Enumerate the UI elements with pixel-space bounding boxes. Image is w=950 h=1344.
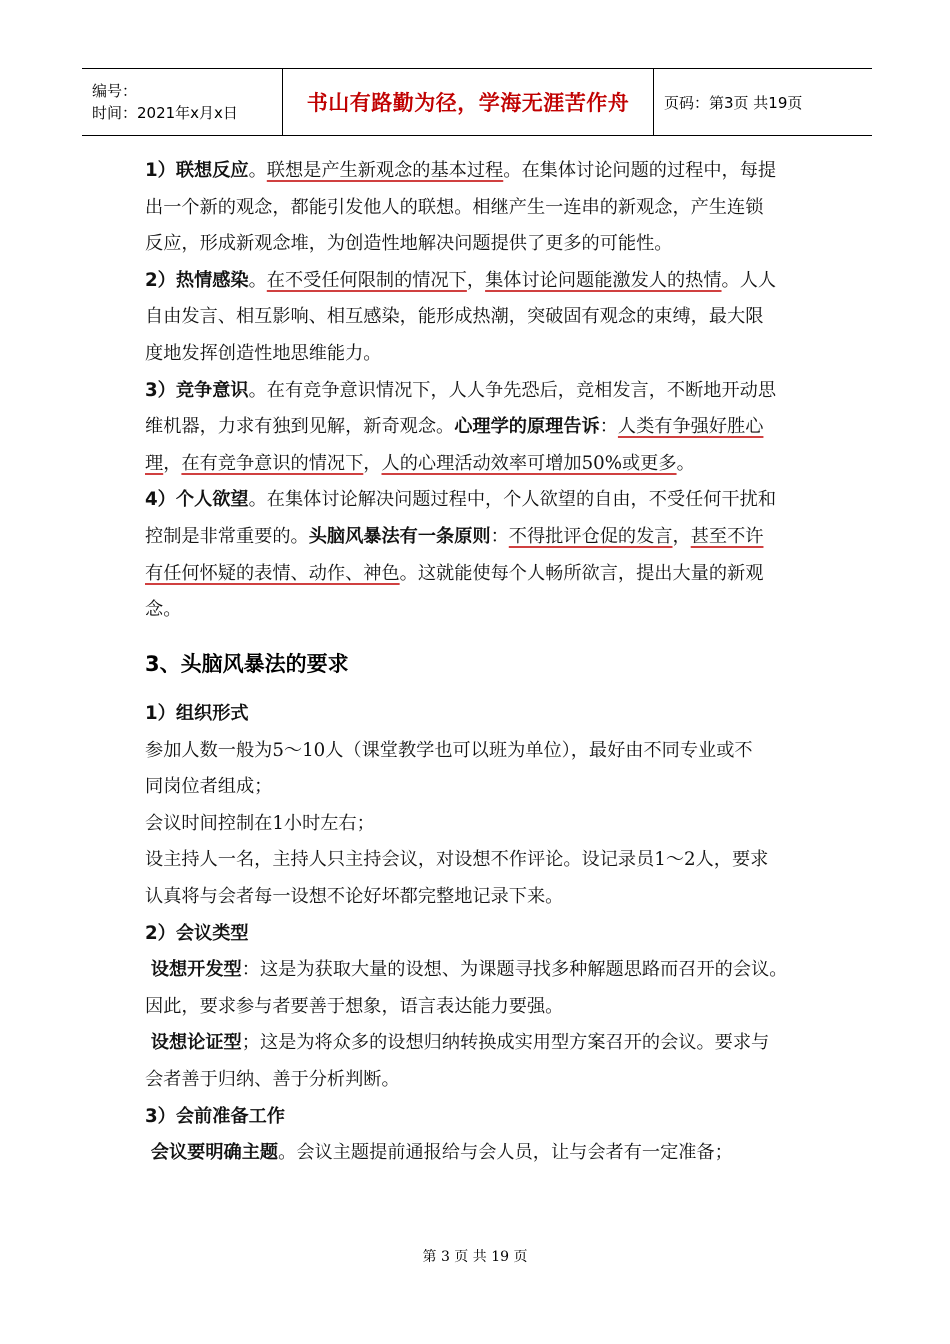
para3-underline-3: 人的心理活动效率可增加50%或更多 bbox=[381, 452, 677, 474]
header-motto: 书山有路勤为径，学海无涯苦作舟 bbox=[306, 91, 630, 115]
para3-line1 bbox=[145, 373, 810, 410]
header-meta-cell bbox=[82, 69, 283, 136]
para1-text: 。在集体讨论问题的过程中，每提 bbox=[503, 160, 777, 181]
para4-underline-2: 甚至不许 bbox=[690, 525, 764, 547]
para4-line3 bbox=[145, 556, 810, 593]
punct: ， bbox=[466, 269, 486, 291]
page-footer: 第 3 页 共 19 页 bbox=[422, 1249, 528, 1265]
punct: 。 bbox=[248, 160, 267, 181]
header-motto-cell bbox=[283, 69, 654, 136]
sub3-bold: 会议要明确主题 bbox=[150, 1142, 279, 1164]
para1-underline: 联想是产生新观念的基本过程 bbox=[266, 160, 504, 181]
punct: 。 bbox=[248, 269, 267, 291]
para3-text: 维机器，力求有独到见解，新奇观念。 bbox=[145, 416, 455, 438]
para4-text: 。在集体讨论解决问题过程中，个人欲望的自由，不受任何干扰和 bbox=[248, 489, 777, 511]
header-page-info: 页码：第3页 共19页 bbox=[664, 93, 803, 112]
document-date-label: 时间：2021年x月x日 bbox=[92, 104, 238, 122]
sub3-line1 bbox=[145, 1135, 810, 1172]
para3-text: 。在有竞争意识情况下，人人争先恐后，竞相发言，不断地开动思 bbox=[248, 379, 777, 401]
punct: 。 bbox=[676, 452, 695, 474]
para4-underline-2b: 有任何怀疑的表情、动作、神色 bbox=[145, 562, 400, 584]
para3-underline-1b: 理 bbox=[145, 452, 164, 474]
para3-underline-1: 人类有争强好胜心 bbox=[617, 416, 764, 438]
para2-underline-2: 集体讨论问题能激发人的热情 bbox=[485, 269, 722, 291]
para1-line3: 反应，形成新观念堆，为创造性地解决问题提供了更多的可能性。 bbox=[145, 233, 673, 255]
para4-bold: 头脑风暴法有一条原则 bbox=[308, 525, 491, 547]
section-3-title: 3、头脑风暴法的要求 bbox=[145, 652, 349, 676]
para4-heading: 4）个人欲望 bbox=[145, 489, 249, 511]
header-page-cell bbox=[654, 69, 873, 136]
punct: ， bbox=[363, 452, 382, 474]
punct: ： bbox=[490, 525, 509, 547]
sub2-a-text: ：这是为获取大量的设想、为课题寻找多种解题思路而召开的会议。 bbox=[241, 959, 788, 981]
para3-heading: 3）竞争意识 bbox=[145, 379, 249, 401]
para4-line2 bbox=[145, 519, 810, 556]
para2-heading: 2）热情感染 bbox=[145, 269, 249, 291]
punct: ： bbox=[599, 416, 618, 438]
header-table bbox=[82, 68, 872, 136]
sub2-title: 2）会议类型 bbox=[145, 922, 249, 944]
sub2-b-line1 bbox=[145, 1025, 810, 1062]
para4-text: 控制是非常重要的。 bbox=[145, 525, 309, 547]
sub2-a-line1 bbox=[145, 952, 810, 989]
para1-line1 bbox=[145, 153, 810, 190]
para4-line1 bbox=[145, 482, 810, 519]
document-number-label: 编号： bbox=[92, 82, 138, 100]
sub1-line4: 设主持人一名，主持人只主持会议，对设想不作评论。设记录员1～2人，要求 bbox=[145, 849, 769, 871]
sub2-a-line2: 因此，要求参与者要善于想象，语言表达能力要强。 bbox=[145, 995, 564, 1017]
punct: ， bbox=[672, 525, 691, 547]
para3-bold: 心理学的原理告诉 bbox=[454, 416, 600, 438]
para4-underline-1: 不得批评仓促的发言 bbox=[508, 525, 673, 547]
para3-line2 bbox=[145, 409, 810, 446]
sub3-title: 3）会前准备工作 bbox=[145, 1105, 285, 1127]
requirements-section bbox=[145, 696, 810, 1172]
para1-heading: 1）联想反应 bbox=[145, 160, 249, 181]
para2-text: 。人人 bbox=[721, 269, 777, 291]
sub2-a-bold: 设想开发型 bbox=[150, 959, 242, 981]
sub1-line3: 会议时间控制在1小时左右； bbox=[145, 812, 375, 834]
principles-section bbox=[145, 153, 810, 629]
para4-line4: 念。 bbox=[145, 599, 182, 621]
sub3-text: 。会议主题提前通报给与会人员，让与会者有一定准备； bbox=[278, 1142, 733, 1164]
sub1-line1: 参加人数一般为5～10人（课堂教学也可以班为单位），最好由不同专业或不 bbox=[145, 739, 753, 761]
sub1-line5: 认真将与会者每一设想不论好坏都完整地记录下来。 bbox=[145, 885, 564, 907]
sub2-b-bold: 设想论证型 bbox=[150, 1032, 242, 1054]
sub2-b-line2: 会者善于归纳、善于分析判断。 bbox=[145, 1068, 400, 1090]
punct: ， bbox=[163, 452, 182, 474]
para2-line2: 自由发言、相互影响、相互感染，能形成热潮，突破固有观念的束缚，最大限 bbox=[145, 306, 764, 328]
sub2-b-text: ；这是为将众多的设想归纳转换成实用型方案召开的会议。要求与 bbox=[241, 1032, 770, 1054]
para4-text: 。这就能使每个人畅所欲言，提出大量的新观 bbox=[399, 562, 764, 584]
para2-underline-1: 在不受任何限制的情况下 bbox=[266, 269, 467, 291]
sub1-title: 1）组织形式 bbox=[145, 703, 249, 724]
para1-line2: 出一个新的观念，都能引发他人的联想。相继产生一连串的新观念，产生连锁 bbox=[145, 196, 764, 218]
sub1-line2: 同岗位者组成； bbox=[145, 776, 273, 798]
para3-line3 bbox=[145, 446, 810, 483]
para2-line3: 度地发挥创造性地思维能力。 bbox=[145, 342, 382, 364]
para2-line1 bbox=[145, 263, 810, 300]
para3-underline-2: 在有竞争意识的情况下 bbox=[181, 452, 364, 474]
